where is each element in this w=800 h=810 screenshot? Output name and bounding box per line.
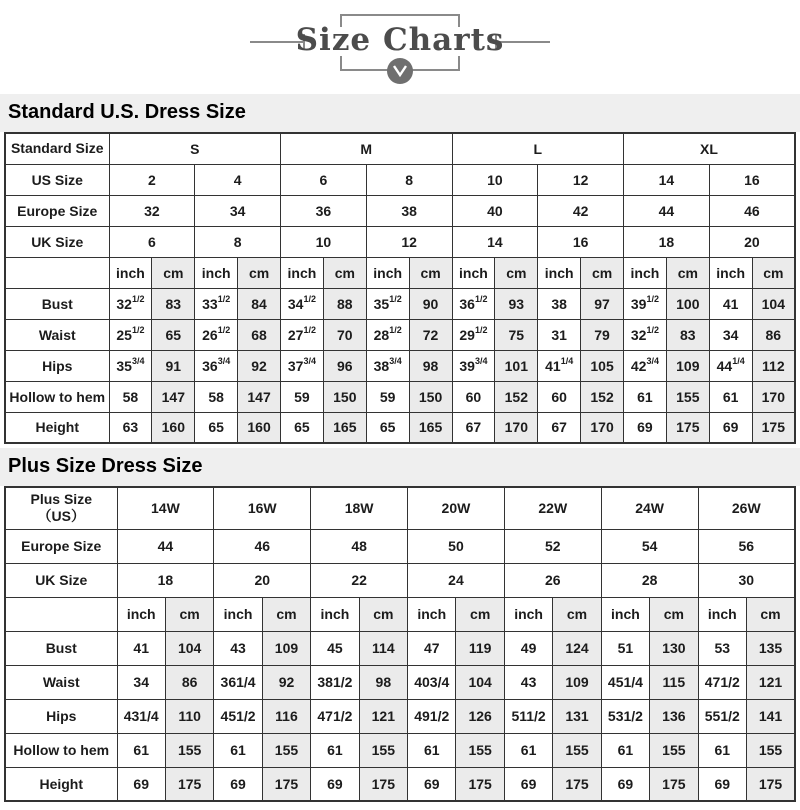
unit-label-cm: cm	[495, 257, 538, 288]
inch-value-cell: 45	[311, 631, 359, 665]
chevron-down-icon	[387, 58, 413, 84]
cm-value-cell: 147	[238, 381, 281, 412]
inch-value-cell: 53	[698, 631, 746, 665]
row-label: Hips	[5, 350, 109, 381]
inch-value-cell: 451/4	[601, 665, 649, 699]
measure-row	[5, 767, 795, 801]
cm-value-cell: 175	[165, 767, 213, 801]
inch-value-cell: 69	[408, 767, 456, 801]
cm-value-cell: 135	[746, 631, 795, 665]
inch-value-cell: 491/2	[408, 699, 456, 733]
unit-label-cm: cm	[553, 597, 601, 631]
size-row	[5, 563, 795, 597]
inch-value-cell: $42^{3/4}$	[624, 350, 667, 381]
size-row	[5, 529, 795, 563]
cm-value-cell: 121	[359, 699, 407, 733]
cm-value-cell: 68	[238, 319, 281, 350]
cm-value-cell: 114	[359, 631, 407, 665]
inch-value-cell: $29^{1/2}$	[452, 319, 495, 350]
unit-label-cm: cm	[666, 257, 709, 288]
row-label: Europe Size	[5, 195, 109, 226]
cm-value-cell: 126	[456, 699, 504, 733]
cm-value-cell: 98	[359, 665, 407, 699]
unit-row-corner	[5, 257, 109, 288]
cm-value-cell: 160	[152, 412, 195, 443]
size-value-cell: 18	[624, 226, 710, 257]
size-value-cell: 10	[452, 164, 538, 195]
measure-row	[5, 665, 795, 699]
row-label: Height	[5, 767, 117, 801]
unit-label-inch: inch	[452, 257, 495, 288]
size-value-cell: 16	[709, 164, 795, 195]
cm-value-cell: 152	[581, 381, 624, 412]
unit-row	[5, 597, 795, 631]
inch-value-cell: 41	[117, 631, 165, 665]
plus-size-table-container	[4, 486, 796, 802]
inch-value-cell: 60	[538, 381, 581, 412]
inch-value-cell: 41	[709, 288, 752, 319]
size-value-cell: 12	[538, 164, 624, 195]
size-value-cell: 12	[366, 226, 452, 257]
unit-label-inch: inch	[504, 597, 552, 631]
row-label: Waist	[5, 665, 117, 699]
inch-value-cell: 49	[504, 631, 552, 665]
inch-value-cell: 69	[709, 412, 752, 443]
inch-value-cell: $44^{1/4}$	[709, 350, 752, 381]
cm-value-cell: 155	[165, 733, 213, 767]
size-group-header: XL	[624, 133, 796, 164]
size-value-cell: 16	[538, 226, 624, 257]
inch-value-cell: 61	[601, 733, 649, 767]
cm-value-cell: 152	[495, 381, 538, 412]
section-title-standard	[0, 94, 800, 132]
cm-value-cell: 175	[359, 767, 407, 801]
inch-value-cell: 69	[214, 767, 262, 801]
cm-value-cell: 170	[495, 412, 538, 443]
inch-value-cell: 451/2	[214, 699, 262, 733]
size-group-header: S	[109, 133, 281, 164]
inch-value-cell: 69	[311, 767, 359, 801]
inch-value-cell: $36^{1/2}$	[452, 288, 495, 319]
cm-value-cell: 90	[409, 288, 452, 319]
cm-value-cell: 175	[262, 767, 310, 801]
cm-value-cell: 165	[409, 412, 452, 443]
inch-value-cell: 403/4	[408, 665, 456, 699]
cm-value-cell: 175	[553, 767, 601, 801]
inch-value-cell: $25^{1/2}$	[109, 319, 152, 350]
row-label: Hollow to hem	[5, 381, 109, 412]
inch-value-cell: 69	[624, 412, 667, 443]
measure-row	[5, 288, 795, 319]
cm-value-cell: 101	[495, 350, 538, 381]
inch-value-cell: 38	[538, 288, 581, 319]
inch-value-cell: 65	[195, 412, 238, 443]
cm-value-cell: 175	[650, 767, 698, 801]
size-value-cell: 42	[538, 195, 624, 226]
size-value-cell: 44	[117, 529, 214, 563]
inch-value-cell: 471/2	[311, 699, 359, 733]
inch-value-cell: 60	[452, 381, 495, 412]
measure-row	[5, 381, 795, 412]
size-value-cell: 8	[195, 226, 281, 257]
size-value-cell: 50	[408, 529, 505, 563]
cm-value-cell: 98	[409, 350, 452, 381]
cm-value-cell: 124	[553, 631, 601, 665]
cm-value-cell: 70	[323, 319, 366, 350]
unit-label-inch: inch	[601, 597, 649, 631]
cm-value-cell: 72	[409, 319, 452, 350]
size-value-cell: 36	[281, 195, 367, 226]
inch-value-cell: 43	[214, 631, 262, 665]
size-value-cell: 14	[452, 226, 538, 257]
size-value-cell: 22	[311, 563, 408, 597]
unit-label-inch: inch	[109, 257, 152, 288]
size-group-header: L	[452, 133, 624, 164]
size-value-cell: 6	[109, 226, 195, 257]
cm-value-cell: 155	[666, 381, 709, 412]
unit-label-inch: inch	[366, 257, 409, 288]
size-value-cell: 40	[452, 195, 538, 226]
cm-value-cell: 119	[456, 631, 504, 665]
inch-value-cell: 65	[281, 412, 324, 443]
size-group-header: 24W	[601, 487, 698, 529]
cm-value-cell: 109	[553, 665, 601, 699]
row-label: UK Size	[5, 226, 109, 257]
cm-value-cell: 155	[262, 733, 310, 767]
inch-value-cell: 61	[698, 733, 746, 767]
cm-value-cell: 130	[650, 631, 698, 665]
unit-label-cm: cm	[409, 257, 452, 288]
cm-value-cell: 131	[553, 699, 601, 733]
inch-value-cell: $26^{1/2}$	[195, 319, 238, 350]
unit-label-cm: cm	[456, 597, 504, 631]
row-label: UK Size	[5, 563, 117, 597]
unit-label-cm: cm	[323, 257, 366, 288]
inch-value-cell: 34	[709, 319, 752, 350]
measure-row	[5, 699, 795, 733]
cm-value-cell: 165	[323, 412, 366, 443]
inch-value-cell: 61	[117, 733, 165, 767]
cm-value-cell: 105	[581, 350, 624, 381]
row-label: Bust	[5, 631, 117, 665]
unit-row-corner	[5, 597, 117, 631]
unit-label-cm: cm	[650, 597, 698, 631]
inch-value-cell: 551/2	[698, 699, 746, 733]
inch-value-cell: $32^{1/2}$	[109, 288, 152, 319]
cm-value-cell: 155	[650, 733, 698, 767]
cm-value-cell: 97	[581, 288, 624, 319]
inch-value-cell: 61	[709, 381, 752, 412]
size-value-cell: 38	[366, 195, 452, 226]
row-label: Europe Size	[5, 529, 117, 563]
inch-value-cell: 61	[504, 733, 552, 767]
cm-value-cell: 104	[752, 288, 795, 319]
cm-value-cell: 150	[409, 381, 452, 412]
size-value-cell: 18	[117, 563, 214, 597]
cm-value-cell: 83	[666, 319, 709, 350]
inch-value-cell: 58	[195, 381, 238, 412]
size-group-header: M	[281, 133, 453, 164]
inch-value-cell: 51	[601, 631, 649, 665]
section-title-standard-label: Standard U.S. Dress Size	[8, 101, 246, 123]
inch-value-cell: 61	[311, 733, 359, 767]
measure-row	[5, 319, 795, 350]
cm-value-cell: 96	[323, 350, 366, 381]
size-group-header: 20W	[408, 487, 505, 529]
inch-value-cell: 59	[366, 381, 409, 412]
size-value-cell: 34	[195, 195, 281, 226]
size-value-cell: 2	[109, 164, 195, 195]
unit-label-cm: cm	[152, 257, 195, 288]
page-header	[0, 0, 800, 90]
inch-value-cell: 361/4	[214, 665, 262, 699]
size-group-header: 22W	[504, 487, 601, 529]
unit-label-inch: inch	[709, 257, 752, 288]
inch-value-cell: 381/2	[311, 665, 359, 699]
row-label: Height	[5, 412, 109, 443]
cm-value-cell: 104	[165, 631, 213, 665]
unit-label-cm: cm	[752, 257, 795, 288]
size-value-cell: 20	[214, 563, 311, 597]
inch-value-cell: 69	[117, 767, 165, 801]
cm-value-cell: 175	[752, 412, 795, 443]
inch-value-cell: 531/2	[601, 699, 649, 733]
size-value-cell: 4	[195, 164, 281, 195]
size-value-cell: 10	[281, 226, 367, 257]
row-label: Hips	[5, 699, 117, 733]
unit-label-inch: inch	[281, 257, 324, 288]
std-table	[4, 132, 796, 444]
cm-value-cell: 147	[152, 381, 195, 412]
cm-value-cell: 86	[165, 665, 213, 699]
inch-value-cell: 69	[504, 767, 552, 801]
size-value-cell: 14	[624, 164, 710, 195]
size-value-cell: 28	[601, 563, 698, 597]
inch-value-cell: 69	[601, 767, 649, 801]
cm-value-cell: 175	[666, 412, 709, 443]
cm-value-cell: 88	[323, 288, 366, 319]
section-title-plus	[0, 448, 800, 486]
unit-label-cm: cm	[165, 597, 213, 631]
inch-value-cell: $33^{1/2}$	[195, 288, 238, 319]
cm-value-cell: 175	[456, 767, 504, 801]
inch-value-cell: $27^{1/2}$	[281, 319, 324, 350]
unit-label-cm: cm	[581, 257, 624, 288]
inch-value-cell: 471/2	[698, 665, 746, 699]
inch-value-cell: 69	[698, 767, 746, 801]
unit-label-inch: inch	[698, 597, 746, 631]
inch-value-cell: 61	[214, 733, 262, 767]
size-row	[5, 164, 795, 195]
size-value-cell: 26	[504, 563, 601, 597]
measure-row	[5, 631, 795, 665]
inch-value-cell: 67	[538, 412, 581, 443]
corner-label: Plus Size （US）	[5, 487, 117, 529]
inch-value-cell: $39^{3/4}$	[452, 350, 495, 381]
cm-value-cell: 121	[746, 665, 795, 699]
unit-label-inch: inch	[311, 597, 359, 631]
size-value-cell: 46	[709, 195, 795, 226]
inch-value-cell: 31	[538, 319, 581, 350]
inch-value-cell: $35^{3/4}$	[109, 350, 152, 381]
cm-value-cell: 136	[650, 699, 698, 733]
size-row	[5, 226, 795, 257]
size-value-cell: 48	[311, 529, 408, 563]
cm-value-cell: 175	[746, 767, 795, 801]
table-header-row	[5, 487, 795, 529]
size-value-cell: 8	[366, 164, 452, 195]
cm-value-cell: 84	[238, 288, 281, 319]
size-row	[5, 195, 795, 226]
size-group-header: 14W	[117, 487, 214, 529]
cm-value-cell: 91	[152, 350, 195, 381]
size-group-header: 18W	[311, 487, 408, 529]
inch-value-cell: 61	[408, 733, 456, 767]
plus-table	[4, 486, 796, 802]
cm-value-cell: 109	[666, 350, 709, 381]
unit-label-cm: cm	[238, 257, 281, 288]
unit-label-inch: inch	[538, 257, 581, 288]
size-value-cell: 46	[214, 529, 311, 563]
size-value-cell: 32	[109, 195, 195, 226]
cm-value-cell: 79	[581, 319, 624, 350]
inch-value-cell: 65	[366, 412, 409, 443]
unit-label-inch: inch	[408, 597, 456, 631]
measure-row	[5, 350, 795, 381]
cm-value-cell: 155	[456, 733, 504, 767]
inch-value-cell: $38^{3/4}$	[366, 350, 409, 381]
cm-value-cell: 92	[262, 665, 310, 699]
inch-value-cell: 59	[281, 381, 324, 412]
unit-label-cm: cm	[262, 597, 310, 631]
unit-label-inch: inch	[214, 597, 262, 631]
cm-value-cell: 160	[238, 412, 281, 443]
cm-value-cell: 155	[553, 733, 601, 767]
row-label: Waist	[5, 319, 109, 350]
cm-value-cell: 115	[650, 665, 698, 699]
cm-value-cell: 75	[495, 319, 538, 350]
cm-value-cell: 83	[152, 288, 195, 319]
row-label: US Size	[5, 164, 109, 195]
inch-value-cell: 431/4	[117, 699, 165, 733]
inch-value-cell: 67	[452, 412, 495, 443]
inch-value-cell: $35^{1/2}$	[366, 288, 409, 319]
cm-value-cell: 109	[262, 631, 310, 665]
inch-value-cell: 511/2	[504, 699, 552, 733]
cm-value-cell: 150	[323, 381, 366, 412]
size-value-cell: 52	[504, 529, 601, 563]
inch-value-cell: 58	[109, 381, 152, 412]
size-value-cell: 54	[601, 529, 698, 563]
inch-value-cell: $41^{1/4}$	[538, 350, 581, 381]
cm-value-cell: 93	[495, 288, 538, 319]
unit-label-cm: cm	[746, 597, 795, 631]
standard-size-table-container	[4, 132, 796, 444]
table-header-row	[5, 133, 795, 164]
cm-value-cell: 86	[752, 319, 795, 350]
section-title-plus-label: Plus Size Dress Size	[8, 455, 203, 477]
size-value-cell: 30	[698, 563, 795, 597]
size-value-cell: 20	[709, 226, 795, 257]
cm-value-cell: 100	[666, 288, 709, 319]
unit-label-inch: inch	[117, 597, 165, 631]
cm-value-cell: 155	[359, 733, 407, 767]
size-group-header: 26W	[698, 487, 795, 529]
cm-value-cell: 170	[581, 412, 624, 443]
cm-value-cell: 141	[746, 699, 795, 733]
cm-value-cell: 92	[238, 350, 281, 381]
cm-value-cell: 116	[262, 699, 310, 733]
measure-row	[5, 733, 795, 767]
unit-label-inch: inch	[624, 257, 667, 288]
inch-value-cell: 63	[109, 412, 152, 443]
size-value-cell: 44	[624, 195, 710, 226]
cm-value-cell: 170	[752, 381, 795, 412]
inch-value-cell: $36^{3/4}$	[195, 350, 238, 381]
size-value-cell: 6	[281, 164, 367, 195]
unit-row	[5, 257, 795, 288]
cm-value-cell: 65	[152, 319, 195, 350]
unit-label-inch: inch	[195, 257, 238, 288]
cm-value-cell: 112	[752, 350, 795, 381]
inch-value-cell: $28^{1/2}$	[366, 319, 409, 350]
inch-value-cell: 61	[624, 381, 667, 412]
page-title: Size Charts	[295, 22, 505, 58]
inch-value-cell: 34	[117, 665, 165, 699]
inch-value-cell: $39^{1/2}$	[624, 288, 667, 319]
inch-value-cell: 43	[504, 665, 552, 699]
cm-value-cell: 104	[456, 665, 504, 699]
cm-value-cell: 155	[746, 733, 795, 767]
row-label: Bust	[5, 288, 109, 319]
inch-value-cell: $37^{3/4}$	[281, 350, 324, 381]
cm-value-cell: 110	[165, 699, 213, 733]
inch-value-cell: 47	[408, 631, 456, 665]
size-value-cell: 56	[698, 529, 795, 563]
inch-value-cell: $32^{1/2}$	[624, 319, 667, 350]
corner-label: Standard Size	[5, 133, 109, 164]
row-label: Hollow to hem	[5, 733, 117, 767]
measure-row	[5, 412, 795, 443]
size-value-cell: 24	[408, 563, 505, 597]
unit-label-cm: cm	[359, 597, 407, 631]
size-group-header: 16W	[214, 487, 311, 529]
inch-value-cell: $34^{1/2}$	[281, 288, 324, 319]
